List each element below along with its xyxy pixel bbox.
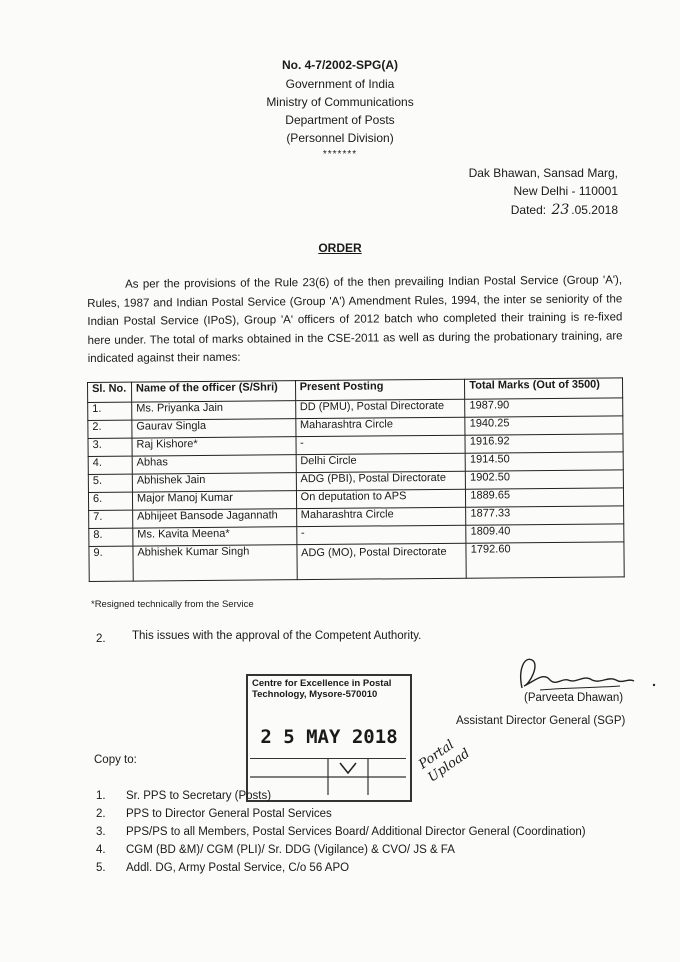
cell-posting: On deputation to APS	[296, 489, 466, 508]
cell-marks: 1902.50	[466, 470, 624, 489]
cell-sl-no: 3.	[88, 438, 132, 456]
column-header-posting: Present Posting	[295, 379, 465, 400]
cell-marks: 1792.60	[466, 542, 624, 578]
list-item-number: 2.	[96, 808, 106, 820]
order-paragraph: As per the provisions of the Rule 23(6) of the then prevailing Indian Postal Service (Group 'A'), Rules, 1987 and Indian Postal Service (Group 'A') Amendment Rules, 1994, the inter se seniority of the Indian Postal Service (IPoS), Group 'A' officers of 2012 batch who completed their training is re-fixed here under. The total of marks obtained in the CSE-2011 as well as during the probationary training, are indicated against their names:	[87, 274, 623, 365]
column-header-sl-no: Sl. No.	[88, 382, 132, 402]
cell-name: Abhishek Kumar Singh	[133, 545, 297, 581]
stamp-line1: Centre for Excellence in Postal	[252, 678, 392, 689]
list-item	[96, 804, 586, 822]
cell-posting: Maharashtra Circle	[295, 417, 465, 436]
received-stamp	[246, 674, 412, 802]
header-stars: *******	[322, 149, 358, 160]
header-department: Department of Posts	[285, 113, 395, 127]
cell-sl-no: 8.	[89, 528, 133, 546]
file-number: No. 4-7/2002-SPG(A)	[281, 58, 399, 72]
para2-number: 2.	[96, 633, 106, 645]
cell-name: Abhas	[132, 455, 296, 474]
address-line1: Dak Bhawan, Sansad Marg,	[468, 166, 618, 180]
cell-posting: Maharashtra Circle	[296, 507, 466, 526]
cell-sl-no: 5.	[88, 474, 132, 492]
list-item-text: PPS/PS to all Members, Postal Services Board/ Additional Director General (Coordination)	[126, 826, 586, 838]
cell-marks: 1987.90	[465, 398, 623, 417]
cell-name: Ms. Kavita Meena*	[133, 527, 297, 546]
cell-posting: -	[296, 525, 466, 544]
cell-sl-no: 7.	[89, 510, 133, 528]
list-item-number: 4.	[96, 844, 106, 856]
cell-posting: ADG (MO), Postal Directorate	[297, 543, 467, 579]
copy-to-list	[96, 786, 586, 876]
table-row	[89, 542, 624, 582]
cell-posting: ADG (PBI), Postal Directorate	[296, 471, 466, 490]
footnote: *Resigned technically from the Service	[91, 599, 254, 610]
order-title: ORDER	[318, 241, 362, 255]
column-header-marks: Total Marks (Out of 3500)	[465, 378, 623, 399]
cell-marks: 1809.40	[466, 524, 624, 543]
stamp-line2: Technology, Mysore-570010	[252, 689, 378, 700]
list-item-number: 5.	[96, 862, 106, 874]
cell-marks: 1940.25	[465, 416, 623, 435]
date-label: Dated:	[510, 203, 547, 217]
cell-sl-no: 6.	[88, 492, 132, 510]
date-rest: .05.2018	[571, 203, 618, 217]
list-item-text: CGM (BD &M)/ CGM (PLI)/ Sr. DDG (Vigilance) & CVO/ JS & FA	[126, 844, 455, 856]
header-ministry: Ministry of Communications	[266, 95, 414, 109]
list-item	[96, 840, 586, 858]
date-day-handwritten: 23	[551, 202, 570, 218]
officers-table	[87, 377, 625, 582]
list-item	[96, 822, 586, 840]
cell-name: Abhishek Jain	[132, 473, 296, 492]
list-item-text: Addl. DG, Army Postal Service, C/o 56 APO	[126, 862, 350, 874]
list-item-number: 3.	[96, 826, 106, 838]
address-line2: New Delhi - 110001	[513, 184, 618, 198]
cell-marks: 1916.92	[465, 434, 623, 453]
handwritten-note: Portal Upload	[416, 737, 473, 786]
cell-posting: Delhi Circle	[296, 453, 466, 472]
list-item-text: PPS to Director General Postal Services	[126, 808, 332, 820]
cell-marks: 1877.33	[466, 506, 624, 525]
list-item-number: 1.	[96, 790, 106, 802]
cell-marks: 1889.65	[466, 488, 624, 507]
stamp-date: 2 5 MAY 2018	[260, 726, 398, 748]
cell-name: Major Manoj Kumar	[132, 491, 296, 510]
signatory-designation: Assistant Director General (SGP)	[456, 715, 626, 727]
cell-sl-no: 4.	[88, 456, 132, 474]
date-line	[511, 201, 618, 220]
cell-sl-no: 1.	[88, 402, 132, 420]
header-government: Government of India	[285, 77, 395, 91]
column-header-name: Name of the officer (S/Shri)	[131, 381, 295, 402]
copy-to-label: Copy to:	[94, 754, 137, 766]
cell-name: Raj Kishore*	[132, 437, 296, 456]
cell-sl-no: 2.	[88, 420, 132, 438]
cell-sl-no: 9.	[89, 546, 133, 581]
list-item	[96, 786, 586, 804]
cell-marks: 1914.50	[465, 452, 623, 471]
cell-name: Ms. Priyanka Jain	[132, 401, 296, 420]
cell-posting: DD (PMU), Postal Directorate	[295, 399, 465, 418]
list-item-text: Sr. PPS to Secretary (Posts)	[126, 790, 272, 802]
header-division: (Personnel Division)	[286, 131, 394, 145]
cell-name: Gaurav Singla	[132, 419, 296, 438]
list-item	[96, 858, 586, 876]
signatory-name: (Parveeta Dhawan)	[524, 692, 624, 704]
cell-name: Abhijeet Bansode Jagannath	[133, 509, 297, 528]
para2-text: This issues with the approval of the Competent Authority.	[132, 630, 422, 642]
cell-posting: -	[296, 435, 466, 454]
